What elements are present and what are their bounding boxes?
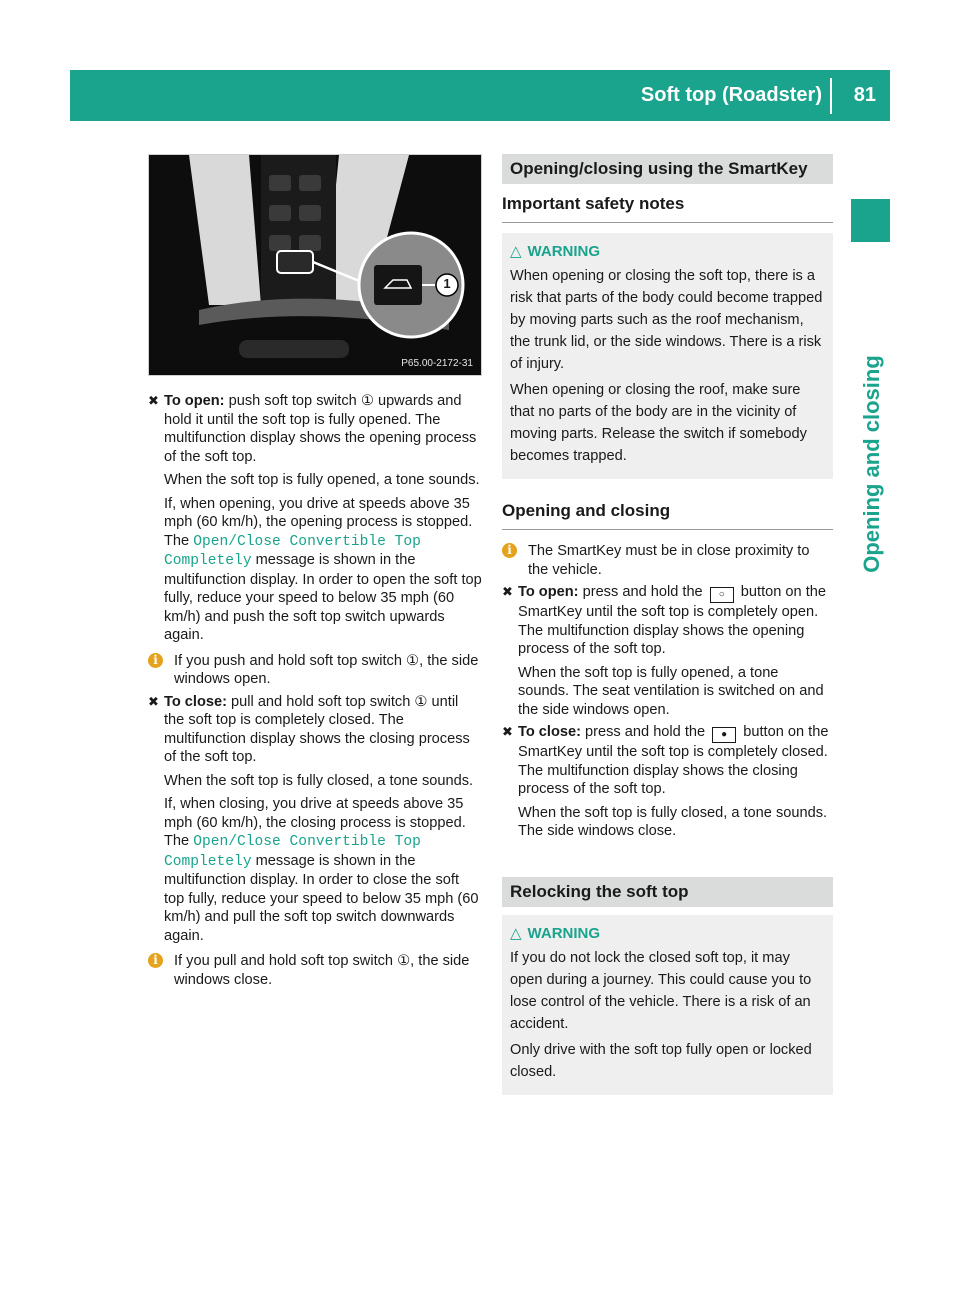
info-note	[148, 652, 482, 689]
overhead-control-photo	[148, 154, 482, 376]
step-label: To close:	[518, 724, 581, 740]
info-icon: i	[148, 653, 163, 668]
step-note: If, when closing, you drive at speeds above 35 mph (60 km/h), the closing process is stopped. The Open/Close Convertible Top Completely message is shown in the multifunction display. In order to close the soft top fully, reduce your speed to below 35 mph (60 km/h) and pull the soft top switch downwards again.	[164, 796, 479, 944]
section-heading: Opening/closing using the SmartKey	[502, 154, 833, 184]
page-section-title: Soft top (Roadster)	[640, 84, 822, 106]
figure-code: P65.00-2172-31	[401, 358, 473, 369]
warning-text: When opening or closing the soft top, there is a risk that parts of the body could become trapped by moving parts such as the roof mechanism, the trunk lid, or the side windows. There is a risk of injury.	[510, 268, 823, 372]
lock-key-icon: ●	[712, 727, 736, 743]
info-note	[148, 952, 482, 989]
warning-box	[502, 915, 833, 1095]
chapter-label: Opening and closing	[859, 355, 884, 573]
unlock-key-icon: ○	[710, 587, 734, 603]
info-text: If you pull and hold soft top switch ①, the side windows close.	[174, 953, 470, 988]
warning-title: △ WARNING	[510, 924, 601, 942]
display-message: Open/Close Convertible Top Completely	[164, 533, 421, 569]
info-icon: i	[502, 543, 517, 558]
warning-text: Only drive with the soft top fully open or locked closed.	[510, 1041, 812, 1080]
subsection-heading: Important safety notes	[502, 194, 833, 223]
step-arrow-icon: ✖	[148, 693, 159, 709]
step-arrow-icon: ✖	[502, 584, 513, 599]
warning-triangle-icon: △	[510, 924, 522, 942]
step-arrow-icon: ✖	[148, 393, 159, 408]
step-note: When the soft top is fully closed, a tone sounds. The side windows close.	[518, 804, 828, 839]
step-text: push soft top switch ① upwards and hold it until the soft top is fully opened. The multifunction display shows the opening process of the soft top.	[164, 393, 477, 465]
side-marker-block	[851, 199, 890, 242]
overhead-control-illustration	[149, 155, 481, 375]
smartkey-close-step: ✖ To close: press and hold the ● button on the SmartKey until the soft top is completely closed. The multifunction display shows the closing process of the soft top. When the soft top is fully closed, a tone sounds. The side windows close.	[502, 723, 833, 841]
right-column	[502, 154, 833, 1095]
step-note: When the soft top is fully opened, a tone sounds.	[164, 472, 480, 488]
left-column	[148, 154, 482, 989]
to-close-step	[148, 693, 482, 946]
warning-text: When opening or closing the roof, make sure that no parts of the body are in the vicinity of moving parts. Release the switch if somebody becomes trapped.	[510, 382, 807, 464]
step-note: If, when opening, you drive at speeds above 35 mph (60 km/h), the opening process is stopped. The Open/Close Convertible Top Completely message is shown in the multifunction display. In order to open the soft top fully, reduce your speed to below 35 mph (60 km/h) and push the soft top switch upwards again.	[164, 495, 482, 643]
subsection-heading: Opening and closing	[502, 501, 833, 530]
warning-box	[502, 233, 833, 479]
info-text: The SmartKey must be in close proximity to the vehicle.	[528, 543, 810, 578]
chapter-side-tab	[842, 254, 902, 674]
page-number: 81	[853, 84, 876, 106]
step-arrow-icon: ✖	[502, 724, 513, 739]
step-note: When the soft top is fully closed, a tone sounds.	[164, 772, 474, 789]
to-open-step	[148, 392, 482, 645]
info-note	[502, 542, 833, 579]
step-label: To open:	[518, 584, 579, 600]
header-divider	[830, 78, 832, 114]
step-text: pull and hold soft top switch ① until the soft top is completely closed. The multifunction display shows the closing process of the soft top.	[164, 693, 470, 765]
smartkey-open-step: ✖ To open: press and hold the ○ button on the SmartKey until the soft top is completely open. The multifunction display shows the opening process of the soft top. When the soft top is fully opened, a tone sounds. The seat ventilation is switched on and the side windows open.	[502, 583, 833, 719]
section-heading: Relocking the soft top	[502, 877, 833, 907]
display-message: Open/Close Convertible Top Completely	[164, 834, 421, 870]
callout-number: 1	[443, 276, 451, 291]
step-label: To close:	[164, 693, 227, 710]
step-label: To open:	[164, 393, 225, 409]
warning-title: △ WARNING	[510, 243, 601, 260]
header-bar	[70, 70, 890, 121]
info-text: If you push and hold soft top switch ①, the side windows open.	[174, 652, 479, 687]
step-note: When the soft top is fully opened, a tone sounds. The seat ventilation is switched on and the side windows open.	[518, 664, 824, 718]
info-icon: i	[148, 953, 163, 968]
warning-triangle-icon: △	[510, 243, 522, 260]
warning-text: If you do not lock the closed soft top, it may open during a journey. This could cause you to lose control of the vehicle. There is a risk of an accident.	[510, 949, 812, 1032]
